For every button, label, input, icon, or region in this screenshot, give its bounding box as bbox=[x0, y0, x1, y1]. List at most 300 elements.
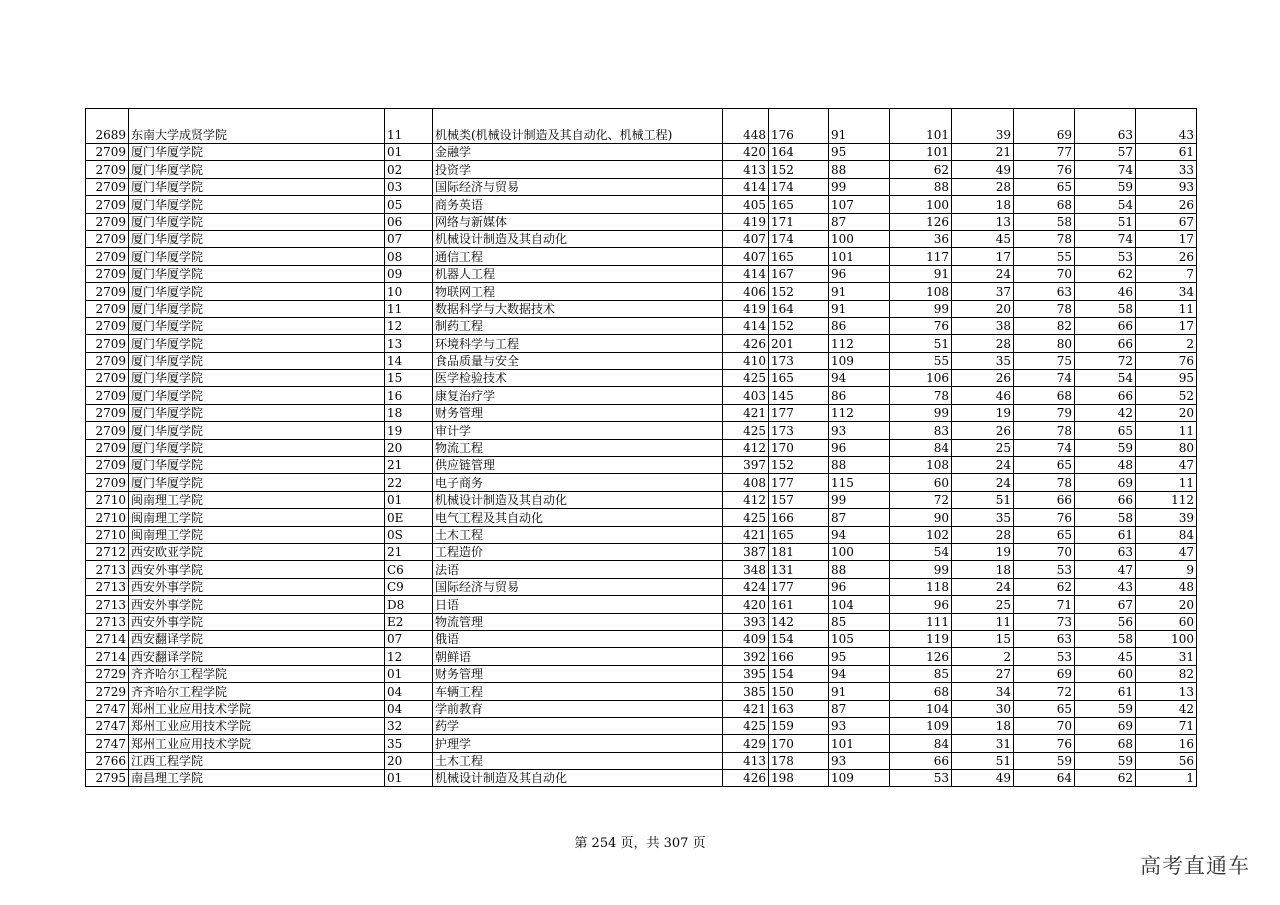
score-1-cell: 173 bbox=[769, 422, 829, 439]
score-4-cell: 21 bbox=[952, 144, 1014, 161]
table-row bbox=[86, 248, 1197, 265]
table-row bbox=[86, 491, 1197, 508]
table-row bbox=[86, 526, 1197, 543]
major-name-cell: 国际经济与贸易 bbox=[433, 178, 723, 195]
major-code-cell: 35 bbox=[385, 735, 433, 752]
major-name-cell: 医学检验技术 bbox=[433, 370, 723, 387]
score-6-cell: 48 bbox=[1075, 457, 1136, 474]
school-name-cell: 西安外事学院 bbox=[129, 578, 385, 595]
score-7-cell: 61 bbox=[1136, 144, 1197, 161]
school-code-cell: 2709 bbox=[86, 283, 129, 300]
major-name-cell: 机械设计制造及其自动化 bbox=[433, 770, 723, 787]
major-code-cell: 19 bbox=[385, 422, 433, 439]
score-4-cell: 30 bbox=[952, 700, 1014, 717]
score-5-cell: 78 bbox=[1014, 300, 1075, 317]
total-score-cell: 425 bbox=[723, 509, 769, 526]
score-2-cell: 93 bbox=[829, 422, 890, 439]
total-score-cell: 412 bbox=[723, 439, 769, 456]
total-score-cell: 385 bbox=[723, 683, 769, 700]
table-row bbox=[86, 717, 1197, 734]
school-name-cell: 厦门华厦学院 bbox=[129, 144, 385, 161]
score-5-cell: 68 bbox=[1014, 196, 1075, 213]
score-5-cell: 75 bbox=[1014, 352, 1075, 369]
table-row bbox=[86, 770, 1197, 787]
score-1-cell: 152 bbox=[769, 317, 829, 334]
major-name-cell: 工程造价 bbox=[433, 543, 723, 560]
major-code-cell: 10 bbox=[385, 283, 433, 300]
school-name-cell: 厦门华厦学院 bbox=[129, 457, 385, 474]
score-4-cell: 19 bbox=[952, 404, 1014, 421]
score-7-cell: 48 bbox=[1136, 578, 1197, 595]
school-code-cell: 2709 bbox=[86, 265, 129, 282]
score-5-cell: 78 bbox=[1014, 422, 1075, 439]
major-name-cell: 国际经济与贸易 bbox=[433, 578, 723, 595]
table-row bbox=[86, 300, 1197, 317]
score-6-cell: 66 bbox=[1075, 317, 1136, 334]
score-5-cell: 65 bbox=[1014, 700, 1075, 717]
school-name-cell: 厦门华厦学院 bbox=[129, 265, 385, 282]
score-1-cell: 178 bbox=[769, 752, 829, 769]
score-7-cell: 17 bbox=[1136, 230, 1197, 247]
major-name-cell: 土木工程 bbox=[433, 526, 723, 543]
score-6-cell: 63 bbox=[1075, 543, 1136, 560]
table-row bbox=[86, 283, 1197, 300]
major-name-cell: 康复治疗学 bbox=[433, 387, 723, 404]
school-code-cell: 2712 bbox=[86, 543, 129, 560]
school-code-cell: 2709 bbox=[86, 161, 129, 178]
score-7-cell: 52 bbox=[1136, 387, 1197, 404]
score-7-cell: 39 bbox=[1136, 509, 1197, 526]
score-1-cell: 198 bbox=[769, 770, 829, 787]
score-1-cell: 145 bbox=[769, 387, 829, 404]
major-name-cell: 制药工程 bbox=[433, 317, 723, 334]
school-code-cell: 2689 bbox=[86, 109, 129, 144]
school-code-cell: 2709 bbox=[86, 404, 129, 421]
score-2-cell: 96 bbox=[829, 439, 890, 456]
score-7-cell: 80 bbox=[1136, 439, 1197, 456]
score-7-cell: 9 bbox=[1136, 561, 1197, 578]
score-2-cell: 86 bbox=[829, 317, 890, 334]
score-7-cell: 43 bbox=[1136, 109, 1197, 144]
score-6-cell: 68 bbox=[1075, 735, 1136, 752]
score-1-cell: 164 bbox=[769, 144, 829, 161]
major-name-cell: 机械类(机械设计制造及其自动化、机械工程) bbox=[433, 109, 723, 144]
score-2-cell: 87 bbox=[829, 700, 890, 717]
score-1-cell: 165 bbox=[769, 248, 829, 265]
major-code-cell: D8 bbox=[385, 596, 433, 613]
table-row bbox=[86, 265, 1197, 282]
score-6-cell: 56 bbox=[1075, 613, 1136, 630]
score-1-cell: 165 bbox=[769, 196, 829, 213]
school-code-cell: 2729 bbox=[86, 683, 129, 700]
score-2-cell: 88 bbox=[829, 161, 890, 178]
major-code-cell: 11 bbox=[385, 109, 433, 144]
school-name-cell: 西安外事学院 bbox=[129, 596, 385, 613]
school-code-cell: 2747 bbox=[86, 700, 129, 717]
score-5-cell: 65 bbox=[1014, 526, 1075, 543]
score-3-cell: 126 bbox=[890, 213, 952, 230]
major-code-cell: 01 bbox=[385, 770, 433, 787]
major-code-cell: 07 bbox=[385, 630, 433, 647]
school-code-cell: 2709 bbox=[86, 144, 129, 161]
total-score-cell: 414 bbox=[723, 317, 769, 334]
score-1-cell: 154 bbox=[769, 665, 829, 682]
school-code-cell: 2709 bbox=[86, 387, 129, 404]
score-2-cell: 94 bbox=[829, 526, 890, 543]
score-3-cell: 84 bbox=[890, 439, 952, 456]
score-4-cell: 18 bbox=[952, 561, 1014, 578]
major-code-cell: 20 bbox=[385, 752, 433, 769]
major-name-cell: 数据科学与大数据技术 bbox=[433, 300, 723, 317]
school-name-cell: 厦门华厦学院 bbox=[129, 230, 385, 247]
score-1-cell: 201 bbox=[769, 335, 829, 352]
table-row bbox=[86, 578, 1197, 595]
school-code-cell: 2714 bbox=[86, 630, 129, 647]
school-name-cell: 厦门华厦学院 bbox=[129, 404, 385, 421]
score-5-cell: 74 bbox=[1014, 370, 1075, 387]
total-score-cell: 408 bbox=[723, 474, 769, 491]
score-4-cell: 46 bbox=[952, 387, 1014, 404]
score-4-cell: 34 bbox=[952, 683, 1014, 700]
school-code-cell: 2709 bbox=[86, 213, 129, 230]
table-row bbox=[86, 404, 1197, 421]
score-5-cell: 79 bbox=[1014, 404, 1075, 421]
score-5-cell: 70 bbox=[1014, 265, 1075, 282]
score-2-cell: 95 bbox=[829, 648, 890, 665]
score-7-cell: 56 bbox=[1136, 752, 1197, 769]
score-3-cell: 108 bbox=[890, 457, 952, 474]
score-7-cell: 20 bbox=[1136, 404, 1197, 421]
table-row bbox=[86, 752, 1197, 769]
score-5-cell: 59 bbox=[1014, 752, 1075, 769]
major-name-cell: 电气工程及其自动化 bbox=[433, 509, 723, 526]
table-row bbox=[86, 474, 1197, 491]
score-3-cell: 76 bbox=[890, 317, 952, 334]
score-3-cell: 83 bbox=[890, 422, 952, 439]
score-3-cell: 55 bbox=[890, 352, 952, 369]
school-code-cell: 2713 bbox=[86, 596, 129, 613]
total-score-cell: 407 bbox=[723, 248, 769, 265]
score-2-cell: 101 bbox=[829, 735, 890, 752]
table-row bbox=[86, 457, 1197, 474]
major-code-cell: C6 bbox=[385, 561, 433, 578]
score-4-cell: 25 bbox=[952, 439, 1014, 456]
total-score-cell: 429 bbox=[723, 735, 769, 752]
major-code-cell: 02 bbox=[385, 161, 433, 178]
school-name-cell: 厦门华厦学院 bbox=[129, 196, 385, 213]
score-4-cell: 26 bbox=[952, 422, 1014, 439]
score-1-cell: 176 bbox=[769, 109, 829, 144]
score-3-cell: 119 bbox=[890, 630, 952, 647]
score-6-cell: 60 bbox=[1075, 665, 1136, 682]
score-2-cell: 95 bbox=[829, 144, 890, 161]
major-name-cell: 通信工程 bbox=[433, 248, 723, 265]
major-name-cell: 药学 bbox=[433, 717, 723, 734]
score-4-cell: 19 bbox=[952, 543, 1014, 560]
school-name-cell: 西安外事学院 bbox=[129, 613, 385, 630]
table-row bbox=[86, 370, 1197, 387]
school-name-cell: 闽南理工学院 bbox=[129, 509, 385, 526]
score-7-cell: 2 bbox=[1136, 335, 1197, 352]
score-4-cell: 26 bbox=[952, 370, 1014, 387]
major-code-cell: 21 bbox=[385, 543, 433, 560]
score-3-cell: 99 bbox=[890, 404, 952, 421]
major-code-cell: 14 bbox=[385, 352, 433, 369]
school-code-cell: 2709 bbox=[86, 178, 129, 195]
school-name-cell: 厦门华厦学院 bbox=[129, 474, 385, 491]
score-7-cell: 112 bbox=[1136, 491, 1197, 508]
school-name-cell: 齐齐哈尔工程学院 bbox=[129, 665, 385, 682]
score-5-cell: 76 bbox=[1014, 509, 1075, 526]
score-6-cell: 72 bbox=[1075, 352, 1136, 369]
total-score-cell: 405 bbox=[723, 196, 769, 213]
table-row bbox=[86, 335, 1197, 352]
score-1-cell: 177 bbox=[769, 474, 829, 491]
score-7-cell: 82 bbox=[1136, 665, 1197, 682]
score-4-cell: 2 bbox=[952, 648, 1014, 665]
score-7-cell: 47 bbox=[1136, 543, 1197, 560]
score-3-cell: 62 bbox=[890, 161, 952, 178]
score-7-cell: 11 bbox=[1136, 422, 1197, 439]
table-row bbox=[86, 109, 1197, 144]
school-name-cell: 厦门华厦学院 bbox=[129, 422, 385, 439]
score-7-cell: 33 bbox=[1136, 161, 1197, 178]
major-name-cell: 物联网工程 bbox=[433, 283, 723, 300]
score-5-cell: 69 bbox=[1014, 665, 1075, 682]
score-2-cell: 91 bbox=[829, 283, 890, 300]
score-3-cell: 104 bbox=[890, 700, 952, 717]
score-2-cell: 85 bbox=[829, 613, 890, 630]
score-7-cell: 1 bbox=[1136, 770, 1197, 787]
school-code-cell: 2713 bbox=[86, 613, 129, 630]
school-code-cell: 2709 bbox=[86, 230, 129, 247]
table-row bbox=[86, 352, 1197, 369]
score-4-cell: 31 bbox=[952, 735, 1014, 752]
school-code-cell: 2709 bbox=[86, 422, 129, 439]
score-2-cell: 91 bbox=[829, 109, 890, 144]
table-row bbox=[86, 213, 1197, 230]
score-7-cell: 34 bbox=[1136, 283, 1197, 300]
score-3-cell: 126 bbox=[890, 648, 952, 665]
score-7-cell: 76 bbox=[1136, 352, 1197, 369]
school-code-cell: 2709 bbox=[86, 439, 129, 456]
total-score-cell: 425 bbox=[723, 422, 769, 439]
major-name-cell: 车辆工程 bbox=[433, 683, 723, 700]
table-row bbox=[86, 161, 1197, 178]
score-7-cell: 84 bbox=[1136, 526, 1197, 543]
school-name-cell: 厦门华厦学院 bbox=[129, 352, 385, 369]
school-code-cell: 2709 bbox=[86, 457, 129, 474]
major-name-cell: 供应链管理 bbox=[433, 457, 723, 474]
school-name-cell: 厦门华厦学院 bbox=[129, 300, 385, 317]
score-7-cell: 13 bbox=[1136, 683, 1197, 700]
score-2-cell: 109 bbox=[829, 352, 890, 369]
score-6-cell: 59 bbox=[1075, 700, 1136, 717]
score-2-cell: 91 bbox=[829, 683, 890, 700]
major-name-cell: 土木工程 bbox=[433, 752, 723, 769]
school-code-cell: 2795 bbox=[86, 770, 129, 787]
score-7-cell: 100 bbox=[1136, 630, 1197, 647]
score-3-cell: 111 bbox=[890, 613, 952, 630]
major-name-cell: 机械设计制造及其自动化 bbox=[433, 491, 723, 508]
school-code-cell: 2709 bbox=[86, 248, 129, 265]
major-code-cell: 20 bbox=[385, 439, 433, 456]
score-2-cell: 86 bbox=[829, 387, 890, 404]
score-5-cell: 74 bbox=[1014, 439, 1075, 456]
table-row bbox=[86, 230, 1197, 247]
score-7-cell: 60 bbox=[1136, 613, 1197, 630]
score-6-cell: 47 bbox=[1075, 561, 1136, 578]
major-name-cell: 法语 bbox=[433, 561, 723, 578]
school-name-cell: 厦门华厦学院 bbox=[129, 317, 385, 334]
school-code-cell: 2747 bbox=[86, 717, 129, 734]
major-name-cell: 俄语 bbox=[433, 630, 723, 647]
major-name-cell: 商务英语 bbox=[433, 196, 723, 213]
major-code-cell: 22 bbox=[385, 474, 433, 491]
school-name-cell: 郑州工业应用技术学院 bbox=[129, 735, 385, 752]
major-name-cell: 学前教育 bbox=[433, 700, 723, 717]
score-3-cell: 88 bbox=[890, 178, 952, 195]
school-code-cell: 2710 bbox=[86, 526, 129, 543]
score-2-cell: 96 bbox=[829, 265, 890, 282]
major-code-cell: 01 bbox=[385, 491, 433, 508]
score-1-cell: 165 bbox=[769, 370, 829, 387]
table-row bbox=[86, 178, 1197, 195]
total-score-cell: 414 bbox=[723, 178, 769, 195]
score-4-cell: 24 bbox=[952, 578, 1014, 595]
total-score-cell: 424 bbox=[723, 578, 769, 595]
score-3-cell: 90 bbox=[890, 509, 952, 526]
score-1-cell: 170 bbox=[769, 439, 829, 456]
total-score-cell: 413 bbox=[723, 752, 769, 769]
score-1-cell: 142 bbox=[769, 613, 829, 630]
score-6-cell: 61 bbox=[1075, 683, 1136, 700]
score-5-cell: 62 bbox=[1014, 578, 1075, 595]
major-code-cell: 13 bbox=[385, 335, 433, 352]
score-1-cell: 166 bbox=[769, 648, 829, 665]
school-name-cell: 厦门华厦学院 bbox=[129, 335, 385, 352]
school-code-cell: 2766 bbox=[86, 752, 129, 769]
school-name-cell: 西安欧亚学院 bbox=[129, 543, 385, 560]
score-6-cell: 45 bbox=[1075, 648, 1136, 665]
score-3-cell: 118 bbox=[890, 578, 952, 595]
score-3-cell: 108 bbox=[890, 283, 952, 300]
score-1-cell: 165 bbox=[769, 526, 829, 543]
table-row bbox=[86, 561, 1197, 578]
total-score-cell: 419 bbox=[723, 213, 769, 230]
score-3-cell: 102 bbox=[890, 526, 952, 543]
table-row bbox=[86, 596, 1197, 613]
score-6-cell: 58 bbox=[1075, 509, 1136, 526]
score-5-cell: 69 bbox=[1014, 109, 1075, 144]
major-name-cell: 审计学 bbox=[433, 422, 723, 439]
score-6-cell: 74 bbox=[1075, 161, 1136, 178]
score-1-cell: 131 bbox=[769, 561, 829, 578]
table-row bbox=[86, 317, 1197, 334]
school-name-cell: 闽南理工学院 bbox=[129, 491, 385, 508]
score-5-cell: 53 bbox=[1014, 648, 1075, 665]
score-5-cell: 78 bbox=[1014, 230, 1075, 247]
score-5-cell: 80 bbox=[1014, 335, 1075, 352]
table-row bbox=[86, 613, 1197, 630]
score-7-cell: 95 bbox=[1136, 370, 1197, 387]
score-4-cell: 28 bbox=[952, 335, 1014, 352]
score-6-cell: 61 bbox=[1075, 526, 1136, 543]
table-row bbox=[86, 665, 1197, 682]
score-6-cell: 62 bbox=[1075, 770, 1136, 787]
score-6-cell: 65 bbox=[1075, 422, 1136, 439]
score-5-cell: 68 bbox=[1014, 387, 1075, 404]
total-score-cell: 348 bbox=[723, 561, 769, 578]
total-score-cell: 397 bbox=[723, 457, 769, 474]
school-code-cell: 2729 bbox=[86, 665, 129, 682]
score-4-cell: 24 bbox=[952, 265, 1014, 282]
score-5-cell: 71 bbox=[1014, 596, 1075, 613]
score-7-cell: 26 bbox=[1136, 196, 1197, 213]
school-name-cell: 厦门华厦学院 bbox=[129, 439, 385, 456]
score-2-cell: 112 bbox=[829, 335, 890, 352]
score-3-cell: 36 bbox=[890, 230, 952, 247]
score-6-cell: 57 bbox=[1075, 144, 1136, 161]
score-3-cell: 106 bbox=[890, 370, 952, 387]
table-row bbox=[86, 648, 1197, 665]
score-7-cell: 42 bbox=[1136, 700, 1197, 717]
score-3-cell: 96 bbox=[890, 596, 952, 613]
major-name-cell: 物流工程 bbox=[433, 439, 723, 456]
table-row bbox=[86, 700, 1197, 717]
total-score-cell: 421 bbox=[723, 526, 769, 543]
major-code-cell: 07 bbox=[385, 230, 433, 247]
score-2-cell: 87 bbox=[829, 509, 890, 526]
total-score-cell: 420 bbox=[723, 144, 769, 161]
score-6-cell: 54 bbox=[1075, 196, 1136, 213]
score-6-cell: 63 bbox=[1075, 109, 1136, 144]
score-1-cell: 164 bbox=[769, 300, 829, 317]
score-2-cell: 100 bbox=[829, 230, 890, 247]
score-3-cell: 51 bbox=[890, 335, 952, 352]
table-body bbox=[86, 109, 1197, 787]
score-6-cell: 62 bbox=[1075, 265, 1136, 282]
score-6-cell: 59 bbox=[1075, 752, 1136, 769]
major-name-cell: 财务管理 bbox=[433, 665, 723, 682]
major-code-cell: 06 bbox=[385, 213, 433, 230]
total-score-cell: 413 bbox=[723, 161, 769, 178]
score-2-cell: 107 bbox=[829, 196, 890, 213]
school-name-cell: 西安外事学院 bbox=[129, 561, 385, 578]
score-5-cell: 66 bbox=[1014, 491, 1075, 508]
school-name-cell: 厦门华厦学院 bbox=[129, 161, 385, 178]
watermark: 高考直通车 bbox=[1140, 854, 1250, 878]
score-1-cell: 150 bbox=[769, 683, 829, 700]
major-code-cell: 0E bbox=[385, 509, 433, 526]
major-name-cell: 电子商务 bbox=[433, 474, 723, 491]
score-4-cell: 45 bbox=[952, 230, 1014, 247]
score-2-cell: 96 bbox=[829, 578, 890, 595]
school-name-cell: 厦门华厦学院 bbox=[129, 387, 385, 404]
score-6-cell: 43 bbox=[1075, 578, 1136, 595]
score-5-cell: 64 bbox=[1014, 770, 1075, 787]
score-7-cell: 16 bbox=[1136, 735, 1197, 752]
score-1-cell: 154 bbox=[769, 630, 829, 647]
score-2-cell: 93 bbox=[829, 717, 890, 734]
score-1-cell: 177 bbox=[769, 404, 829, 421]
score-4-cell: 39 bbox=[952, 109, 1014, 144]
score-4-cell: 51 bbox=[952, 491, 1014, 508]
score-6-cell: 59 bbox=[1075, 178, 1136, 195]
school-name-cell: 东南大学成贤学院 bbox=[129, 109, 385, 144]
score-6-cell: 66 bbox=[1075, 491, 1136, 508]
score-5-cell: 55 bbox=[1014, 248, 1075, 265]
